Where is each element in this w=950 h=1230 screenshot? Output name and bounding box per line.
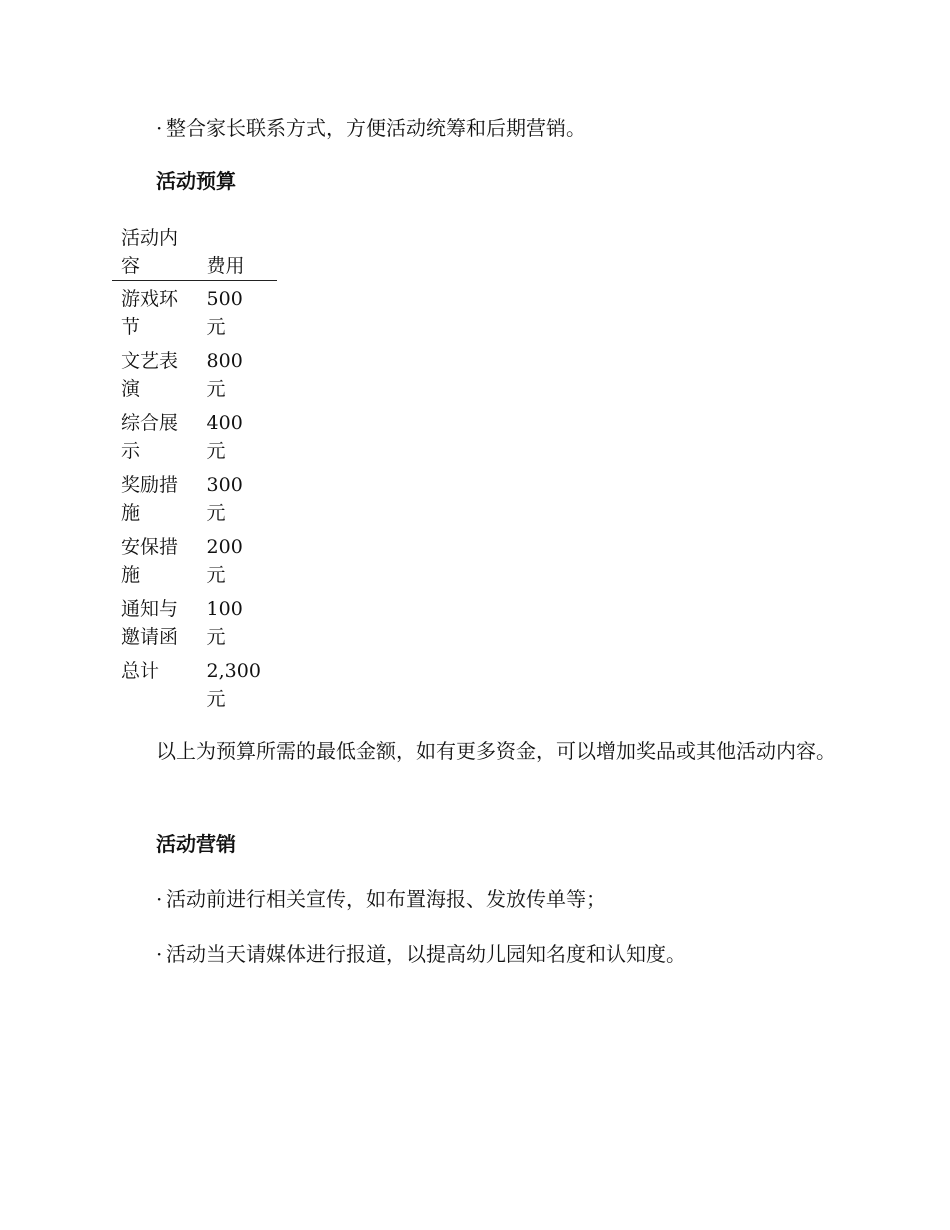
intro-bullet-text: 整合家长联系方式，方便活动统筹和后期营销。 [166,116,586,140]
table-cell-cost: 500 元 [206,288,243,338]
table-cell-cost: 2,300 元 [206,660,261,710]
table-row [112,529,277,591]
table-header-row [112,224,277,281]
table-cell-item: 游戏环节 [121,288,179,338]
table-header-item: 活动内容 [112,224,198,281]
table-cell-item: 奖励措施 [121,474,179,524]
table-cell-cost: 800 元 [206,350,243,400]
table-cell-item: 通知与邀请函 [121,598,179,648]
table-row [112,467,277,529]
table-row [112,591,277,653]
budget-note-paragraph: 以上为预算所需的最低金额，如有更多资金，可以增加奖品或其他活动内容。 [156,739,836,763]
marketing-bullet-item [156,885,606,913]
table-cell-item: 总计 [121,660,160,682]
bullet-dot-icon: · [156,116,163,140]
table-cell-cost: 400 元 [206,412,243,462]
table-row [112,653,277,715]
table-cell-cost: 100 元 [206,598,243,648]
table-cell-cost: 300 元 [206,474,243,524]
table-row [112,343,277,405]
table-header-cost: 费用 [198,224,277,281]
bullet-dot-icon: · [156,887,163,911]
table-cell-item: 文艺表演 [121,350,179,400]
intro-bullet-item [156,114,586,142]
bullet-dot-icon: · [156,942,163,966]
marketing-heading: 活动营销 [156,832,236,856]
table-row [112,281,277,344]
table-row [112,405,277,467]
marketing-bullet-item [156,940,686,968]
table-cell-item: 综合展示 [121,412,179,462]
budget-heading: 活动预算 [156,169,236,193]
budget-table [112,224,277,715]
marketing-bullet-text: 活动当天请媒体进行报道，以提高幼儿园知名度和认知度。 [166,942,686,966]
table-cell-cost: 200 元 [206,536,243,586]
marketing-bullet-text: 活动前进行相关宣传，如布置海报、发放传单等； [166,887,606,911]
table-cell-item: 安保措施 [121,536,179,586]
